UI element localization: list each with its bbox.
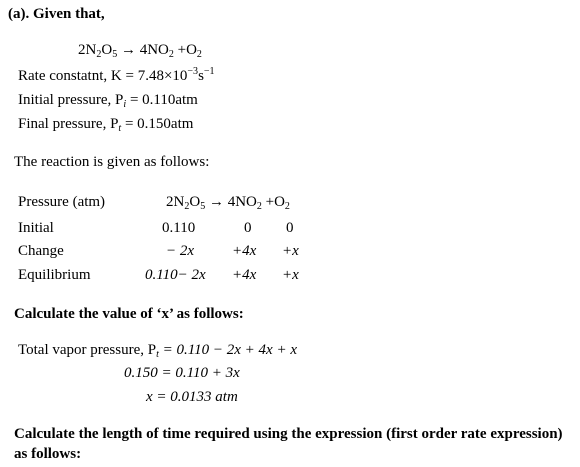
ice-cell: +4x: [232, 267, 257, 283]
ice-row-label: Initial: [18, 220, 54, 236]
calc-line-1: Total vapor pressure, $P_t = 0.110 - 2x + 4x + x$: [18, 342, 297, 360]
ice-cell: +x: [282, 243, 299, 259]
rate-constant-line: Rate constatnt, $K = 7.48\times 10^{-3}s^{-1}$: [18, 66, 215, 84]
ice-row-label: Equilibrium: [18, 267, 91, 283]
initial-pressure-line: Initial pressure, $P_i = 0.110atm$: [18, 92, 198, 110]
ice-cell: 0: [244, 220, 252, 236]
ice-header-reaction: $2N_2O_5 \to 4NO_2 +O_2$: [166, 194, 290, 212]
ice-cell: − 2x: [166, 243, 195, 259]
reaction-intro: The reaction is given as follows:: [14, 154, 210, 170]
final-pressure-line: Final pressure, $P_t = 0.150atm$: [18, 116, 194, 134]
calc-time-heading: Calculate the length of time required using the expression (first order rate expression): [14, 426, 563, 442]
ice-cell: 0.110: [162, 220, 196, 236]
ice-cell: +4x: [232, 243, 257, 259]
calc-line-2: 0.150 = 0.110 + 3x: [124, 365, 240, 381]
ice-cell: +x: [282, 267, 299, 283]
calc-line-3: x = 0.0133 atm: [146, 389, 238, 405]
ice-cell: 0: [286, 220, 294, 236]
part-heading: (a). Given that,: [8, 6, 105, 22]
given-reaction: $2N_2O_5 \to 4NO_2 +O_2$: [78, 42, 202, 60]
calc-time-heading-cont: as follows:: [14, 446, 82, 462]
ice-cell: 0.110− 2x: [145, 267, 206, 283]
ice-header-label: Pressure (atm): [18, 194, 106, 210]
calc-x-heading: Calculate the value of ‘x’ as follows:: [14, 306, 244, 322]
ice-row-label: Change: [18, 243, 64, 259]
